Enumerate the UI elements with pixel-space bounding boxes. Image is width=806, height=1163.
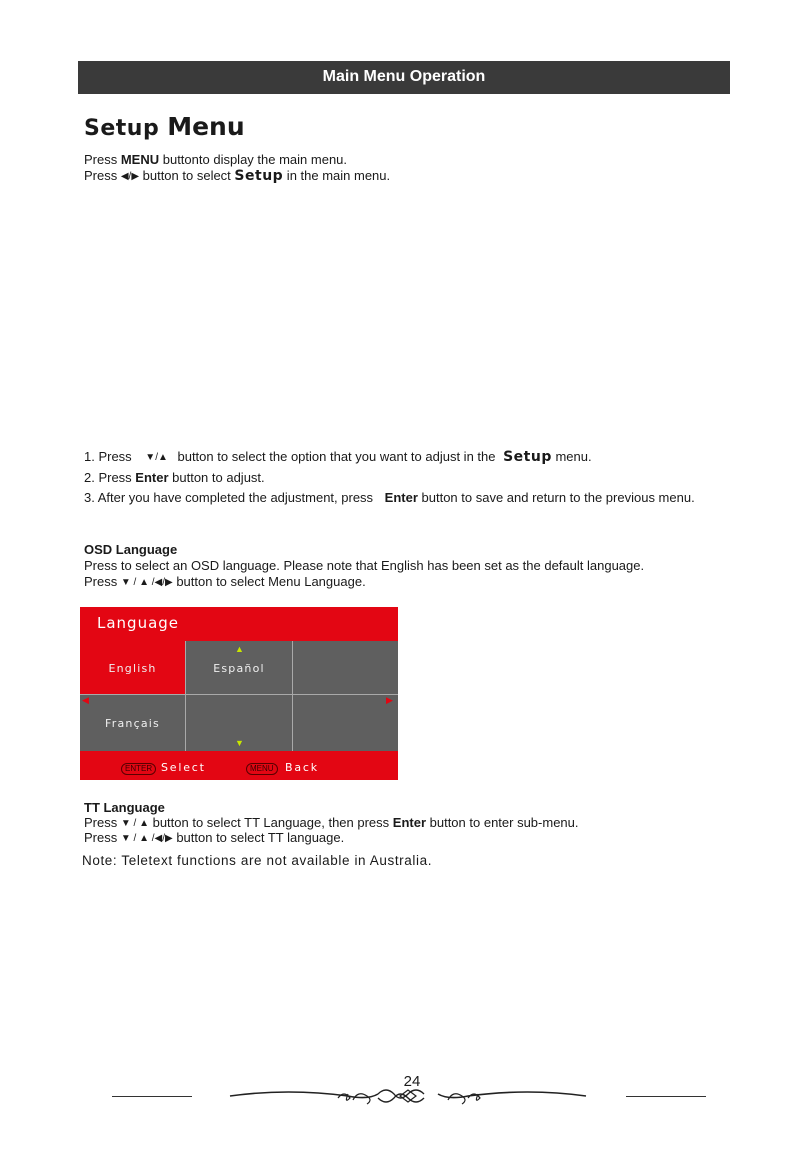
step-1-post: menu.: [551, 449, 592, 464]
section-title-setup: Setup: [84, 116, 160, 141]
enter-key-badge: ENTER: [121, 763, 156, 775]
enter-key: Enter: [135, 470, 169, 485]
tt-line-1-post: button to enter sub-menu.: [426, 815, 579, 830]
tt-language-title: TT Language: [84, 800, 165, 815]
step-3: [84, 490, 695, 506]
step-2-pre: 2. Press: [84, 470, 136, 485]
language-option-grid: [80, 641, 398, 751]
footer-rule-left: [112, 1096, 192, 1097]
intro-line-2: [84, 168, 390, 186]
language-option-espanol[interactable]: Español: [186, 641, 292, 694]
step-3-post: button to save and return to the previous menu.: [417, 490, 695, 505]
menu-key-badge: MENU: [246, 763, 278, 775]
tt-line-1-mid: button to select TT Language, then press: [148, 815, 393, 830]
intro-line-2-mid: button to select: [139, 168, 235, 183]
step-2: [84, 470, 265, 486]
direction-arrows-icon: ▼ / ▲ /◀/▶: [120, 833, 173, 844]
up-arrow-icon[interactable]: ▲: [235, 644, 244, 654]
tt-language-line-2: [84, 830, 344, 848]
step-1-mid: button to select the option that you want to adjust in the: [173, 449, 500, 464]
osd-language-line-2: [84, 574, 366, 592]
page-number: 24: [403, 1073, 421, 1090]
intro-line-1-post: buttonto display the main menu.: [159, 152, 348, 167]
osd-language-title: OSD Language: [84, 542, 178, 557]
section-title-menu: Menu: [167, 112, 245, 141]
grid-divider: [80, 694, 398, 695]
back-label: Back: [285, 761, 319, 774]
direction-arrows-icon: ▼ / ▲ /◀/▶: [120, 577, 173, 588]
step-1-pre: 1. Press: [84, 449, 136, 464]
language-option-empty-1[interactable]: [293, 641, 398, 694]
teletext-note: Note: Teletext functions are not available in Australia.: [82, 853, 433, 868]
intro-line-2-post: in the main menu.: [283, 168, 391, 183]
right-arrow-icon[interactable]: ▶: [386, 695, 393, 705]
select-label: Select: [161, 761, 206, 774]
tt-line-2-pre: Press: [84, 830, 121, 845]
left-arrow-icon[interactable]: ◀: [82, 695, 89, 705]
step-2-post: button to adjust.: [168, 470, 265, 485]
down-arrow-icon[interactable]: ▼: [235, 738, 244, 748]
section-title: [84, 114, 245, 140]
header-title: Main Menu Operation: [322, 68, 486, 85]
step-1: [84, 449, 592, 467]
grid-divider: [292, 641, 293, 751]
footer-rule-right: [626, 1096, 706, 1097]
language-option-empty-3[interactable]: [293, 695, 398, 751]
osd-line-2-pre: Press: [84, 574, 121, 589]
setup-inline-label: Setup: [234, 168, 284, 184]
grid-divider: [185, 641, 186, 751]
intro-line-1-pre: Press: [84, 152, 121, 167]
language-option-english[interactable]: English: [80, 641, 185, 694]
header-bar: [78, 61, 730, 94]
enter-key: Enter: [392, 815, 427, 830]
intro-line-1: [84, 152, 347, 168]
down-up-arrows-icon: ▼ / ▲: [120, 818, 149, 829]
language-menu-title: Language: [97, 614, 180, 632]
language-menu-footer: [80, 752, 398, 780]
left-right-arrows-icon: ◀/▶: [120, 171, 140, 182]
tt-line-2-post: button to select TT language.: [172, 830, 345, 845]
ornament-flourish-icon: [228, 1082, 588, 1112]
down-up-arrows-icon: ▼/▲: [145, 452, 168, 463]
osd-line-2-post: button to select Menu Language.: [172, 574, 366, 589]
osd-language-line-1: Press to select an OSD language. Please note that English has been set as the default language.: [84, 558, 645, 573]
tt-line-1-pre: Press: [84, 815, 121, 830]
language-option-francais[interactable]: Français: [80, 695, 185, 751]
step-3-pre: 3. After you have completed the adjustment, press: [84, 490, 377, 505]
setup-inline-label: Setup: [503, 449, 552, 465]
menu-key: MENU: [120, 152, 160, 167]
intro-line-2-pre: Press: [84, 168, 121, 183]
enter-key: Enter: [384, 490, 418, 505]
